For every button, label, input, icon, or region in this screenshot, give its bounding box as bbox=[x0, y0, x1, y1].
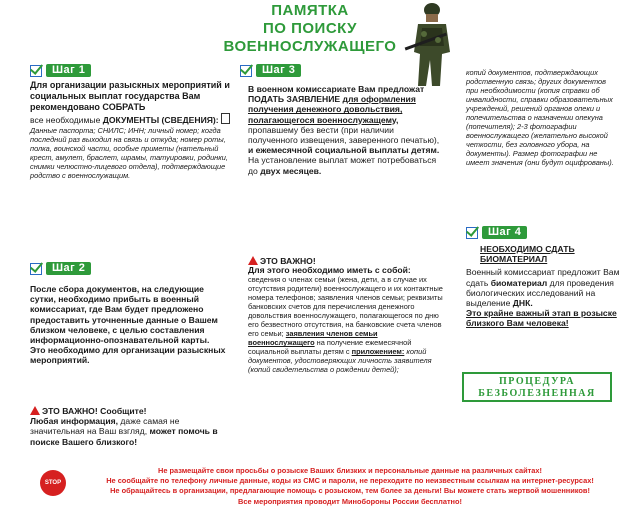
step3-label: Шаг 3 bbox=[256, 64, 301, 77]
step4-body bbox=[466, 244, 626, 329]
step4-p-b: биоматериал bbox=[490, 277, 548, 288]
step3-p1-n: В военном комиссариате Вам предложат bbox=[248, 84, 425, 94]
step2-warning bbox=[30, 406, 226, 447]
footer-line-4: Все мероприятия проводит Минобороны России бесплатно! bbox=[238, 496, 462, 506]
step3-warn-b: Для этого необходимо иметь с собой: bbox=[248, 265, 411, 276]
step2-body bbox=[30, 284, 226, 366]
checkbox-icon bbox=[30, 65, 42, 77]
warning-icon bbox=[30, 406, 40, 415]
footer-line-1: Не размещайте свои просьбы о розыске Ваших близких и персональные данные на различных сайтах! bbox=[158, 466, 542, 475]
step1-list: Данные паспорта; СНИЛС; ИНН; личный номер; когда последний раз выходил на связь и откуда; номер роты, полка, воинской части, особые приметы (нательный крест, амулет, браслет, шрамы, татуировки, родинки, снимки челюстно-лицевого отдела), подтверждающие родство с военнослужащим. bbox=[30, 126, 228, 181]
step2-warn-n: даже самая не значительная на Ваш взгляд, bbox=[30, 416, 180, 437]
step2-label: Шаг 2 bbox=[46, 262, 91, 275]
step1-docs: ДОКУМЕНТЫ (СВЕДЕНИЯ): bbox=[102, 115, 219, 125]
soldier-illustration bbox=[402, 0, 458, 86]
step2-warn-b2: может помочь в поиске Вашего близкого! bbox=[30, 426, 218, 447]
step4-head: НЕОБХОДИМО СДАТЬ БИОМАТЕРИАЛ bbox=[480, 244, 575, 265]
step1-body bbox=[30, 80, 230, 180]
step3-warn-list: сведения о членах семьи (жена, дети, а в случае их отсутствия родители) военнослужащего и их контактные номера телефонов; заявления членов семьи; реквизиты банковских счетов для перечисления денежного довольствия военнослужащего, полагающегося по дню его безвестного отсутствия, на банковские счета членов его семьи; bbox=[248, 275, 443, 339]
step3-header bbox=[240, 64, 301, 77]
step3-warn-list2: на получение ежемесячной социальной выплаты детям с bbox=[248, 338, 412, 357]
step1-header bbox=[30, 64, 91, 77]
title-line-1: ПАМЯТКА bbox=[271, 2, 349, 19]
document-icon bbox=[221, 113, 230, 124]
stamp-line-1: ПРОЦЕДУРА bbox=[499, 376, 575, 387]
checkbox-icon bbox=[240, 65, 252, 77]
step3-warn-u2: приложением: bbox=[351, 347, 405, 357]
step2-text2: Это необходимо для организации разыскных мероприятий. bbox=[30, 345, 226, 366]
step4-p-n2: для проведения биологических исследований на выделение bbox=[466, 277, 614, 309]
step4-label: Шаг 4 bbox=[482, 226, 527, 239]
step4-p-u: Это крайне важный этап в розыске близкого Вам человека! bbox=[466, 308, 617, 329]
step2-text: После сбора документов, на следующие сутки, необходимо прибыть в военный комиссариат, где Вам будет предложено предоставить уточненные данные о Вашем близком человеке, с целью составления информационно-опознавательной карты. bbox=[30, 284, 218, 346]
step3-p1-b2: и ежемесячной социальной выплаты детям. bbox=[248, 145, 440, 156]
step3-p2-n: На установление выплат может потребоваться до bbox=[248, 155, 437, 176]
title-line-2: ПО ПОИСКУ bbox=[262, 20, 358, 37]
title-line-3: ВОЕННОСЛУЖАЩЕГО bbox=[223, 38, 397, 55]
step1-label: Шаг 1 bbox=[46, 64, 91, 77]
footer-line-3: Не обращайтесь в организации, предлагающие помощь с розыском, тем более за деньги! Вы можете стать жертвой мошенников! bbox=[110, 486, 590, 496]
step3-p1-u: для оформления получения денежного довольствия, полагающегося военнослужащему, bbox=[248, 94, 416, 125]
step3-p2-b: двух месяцев. bbox=[260, 165, 322, 176]
step1-intro: Для организации разыскных мероприятий и социальных выплат государства Вам рекомендовано СОБРАТЬ bbox=[30, 80, 230, 112]
step3-body bbox=[248, 84, 444, 176]
footer-warnings bbox=[70, 466, 630, 507]
step2-header bbox=[30, 262, 91, 275]
footer-line-2: Не сообщайте по телефону личные данные, коды из СМС и пароли, не переходите по неизвестным ссылкам на интернет-ресурсах! bbox=[106, 476, 594, 486]
step2-warn-title: ЭТО ВАЖНО! Сообщите! bbox=[42, 406, 147, 416]
step3-warn-u: заявления членов семьи военнослужащего bbox=[248, 329, 378, 348]
warning-icon bbox=[248, 256, 258, 265]
step2-warn-b1: Любая информация, bbox=[30, 416, 119, 427]
checkbox-icon bbox=[30, 263, 42, 275]
step3-p1-b: ПОДАТЬ ЗАЯВЛЕНИЕ bbox=[248, 94, 341, 105]
step4-header bbox=[466, 226, 527, 239]
col3-continuation: копий документов, подтверждающих родственную связь; других документов при необходимости (копия справки об инвалидности, справки образовательных учреждений, решений органов опеки и попечительства о назначении опекуна (попечителя); 2-3 фотографии военнослужащего (желательно высокой четкости, без головного убора, на документы). Размер фотографии не имеет значения (они будут оцифрованы). bbox=[466, 68, 614, 167]
step3-p1-n2: пропавшему без вести (при наличии полученного извещения, заверенного печатью), bbox=[248, 124, 440, 146]
page-title bbox=[190, 2, 430, 56]
checkbox-icon bbox=[466, 227, 478, 239]
step3-warning bbox=[248, 256, 444, 374]
step1-normal: все необходимые bbox=[30, 115, 101, 125]
step4-p-n: Военный комиссариат предложит Вам сдать bbox=[466, 267, 620, 288]
stop-sign-icon: STOP bbox=[40, 470, 66, 496]
painless-procedure-stamp bbox=[462, 372, 612, 402]
step3-warn-it: копий документов, удостоверяющих личность заявителя (копий свидетельства о рождении детей); bbox=[248, 347, 432, 375]
stamp-line-2: БЕЗБОЛЕЗНЕННАЯ bbox=[478, 388, 596, 399]
step3-warn-title: ЭТО ВАЖНО! bbox=[260, 256, 316, 266]
step4-p-b2: ДНК. bbox=[512, 298, 533, 309]
